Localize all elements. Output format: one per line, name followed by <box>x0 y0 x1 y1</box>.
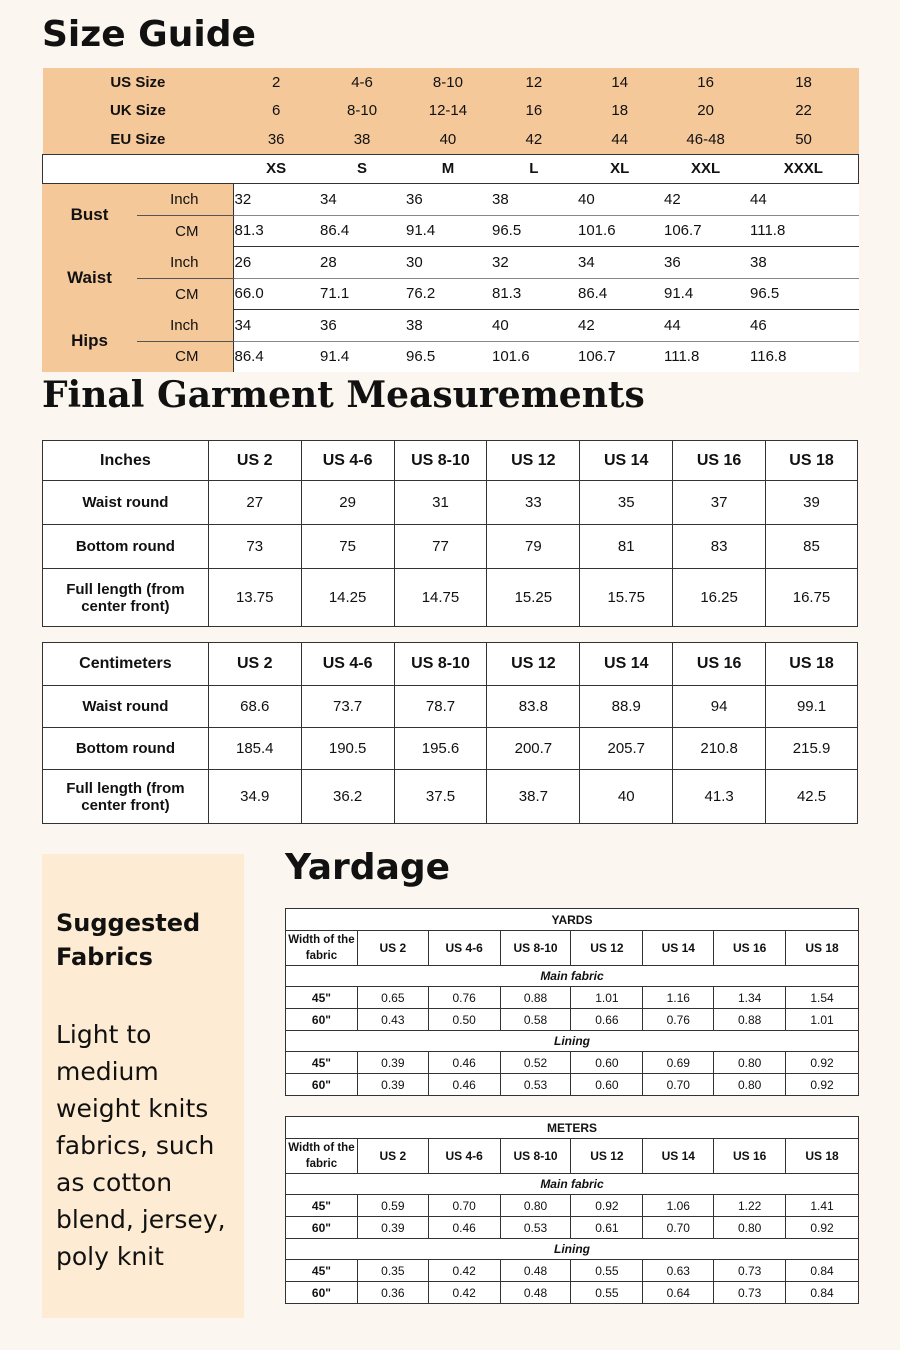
cell: 96.5 <box>405 341 491 372</box>
cell: 1.01 <box>786 1009 859 1031</box>
size-header: US 2 <box>208 441 301 481</box>
cell: 0.53 <box>500 1074 571 1096</box>
size-header: US 18 <box>766 643 858 686</box>
cell: 77 <box>394 525 487 569</box>
size-header: US 16 <box>673 643 766 686</box>
unit-label: Inch <box>137 184 233 215</box>
cell: 0.48 <box>500 1282 571 1304</box>
row-label: EU Size <box>43 125 234 154</box>
cell: 33 <box>487 481 580 525</box>
cell: 0.80 <box>500 1195 571 1217</box>
table-row <box>286 1260 859 1282</box>
cell: 13.75 <box>208 569 301 627</box>
cell: 1.22 <box>714 1195 786 1217</box>
cell: 39 <box>766 481 858 525</box>
cell: 0.63 <box>643 1260 714 1282</box>
unit-label: CM <box>137 215 233 247</box>
yardage-meters-table <box>285 1116 859 1304</box>
cell: 195.6 <box>394 728 487 770</box>
cell: 205.7 <box>580 728 673 770</box>
cell: 0.36 <box>357 1282 428 1304</box>
cell: 190.5 <box>301 728 394 770</box>
cell: 106.7 <box>577 341 663 372</box>
cell: 36 <box>233 125 319 154</box>
hips-label: Hips <box>42 310 137 373</box>
size-header: US 16 <box>714 931 786 966</box>
cell: 0.42 <box>428 1282 500 1304</box>
cell: 15.75 <box>580 569 673 627</box>
cell: 0.70 <box>643 1217 714 1239</box>
size-header: US 14 <box>580 643 673 686</box>
cell: 1.01 <box>571 987 643 1009</box>
cell: 22 <box>749 97 859 126</box>
size-header: US 8-10 <box>500 931 571 966</box>
cell: 0.69 <box>643 1052 714 1074</box>
cell: 50 <box>749 125 859 154</box>
cell: 1.54 <box>786 987 859 1009</box>
suggested-fabrics-box <box>42 854 244 1318</box>
cell: 0.55 <box>571 1260 643 1282</box>
cell: 44 <box>663 310 749 342</box>
size-header: US 2 <box>208 643 301 686</box>
cell: 86.4 <box>577 278 663 310</box>
cell: 14.25 <box>301 569 394 627</box>
table-row <box>286 1282 859 1304</box>
cell: 42 <box>491 125 577 154</box>
size-header: US 12 <box>487 643 580 686</box>
cell: 0.55 <box>571 1282 643 1304</box>
cell: 68.6 <box>208 686 301 728</box>
cell: 96.5 <box>749 278 859 310</box>
cell: 46-48 <box>663 125 749 154</box>
cell: 42 <box>577 310 663 342</box>
table-row <box>286 987 859 1009</box>
cell: 12-14 <box>405 97 491 126</box>
unit-header: METERS <box>286 1117 859 1139</box>
cell: 26 <box>233 247 319 279</box>
size-guide-title: Size Guide <box>42 14 256 55</box>
table-row <box>286 1052 859 1074</box>
row-label: Bottom round <box>43 728 209 770</box>
cell: 4-6 <box>319 68 405 97</box>
cell: 75 <box>301 525 394 569</box>
cell: 16.75 <box>766 569 858 627</box>
size-header: US 18 <box>766 441 858 481</box>
table-row <box>43 770 858 824</box>
size-header: US 4-6 <box>301 643 394 686</box>
cell: 0.46 <box>428 1074 500 1096</box>
row-label: Waist round <box>43 686 209 728</box>
letter-size: XXL <box>663 154 749 183</box>
size-header: US 4-6 <box>428 1139 500 1174</box>
cell: 0.92 <box>571 1195 643 1217</box>
unit-label: Inch <box>137 247 233 279</box>
cell: 0.65 <box>357 987 428 1009</box>
unit-header: Centimeters <box>43 643 209 686</box>
row-label: US Size <box>43 68 234 97</box>
cell: 81.3 <box>233 215 319 247</box>
size-header: US 4-6 <box>301 441 394 481</box>
size-header: US 8-10 <box>394 441 487 481</box>
cell: 81 <box>580 525 673 569</box>
cell: 44 <box>749 184 859 215</box>
eu-size-row <box>43 125 859 154</box>
unit-label: CM <box>137 278 233 310</box>
cell: 37.5 <box>394 770 487 824</box>
row-label: Full length (from center front) <box>43 770 209 824</box>
size-header: US 8-10 <box>500 1139 571 1174</box>
table-row <box>43 728 858 770</box>
waist-label: Waist <box>42 247 137 310</box>
cell: 34 <box>319 184 405 215</box>
blank-cell <box>43 154 234 183</box>
cell: 36.2 <box>301 770 394 824</box>
width-label: 45" <box>286 1195 358 1217</box>
cell: 66.0 <box>233 278 319 310</box>
cell: 0.64 <box>643 1282 714 1304</box>
size-header: US 2 <box>357 1139 428 1174</box>
cell: 81.3 <box>491 278 577 310</box>
cell: 0.88 <box>714 1009 786 1031</box>
cell: 0.43 <box>357 1009 428 1031</box>
cell: 116.8 <box>749 341 859 372</box>
cell: 86.4 <box>233 341 319 372</box>
size-header: US 18 <box>786 931 859 966</box>
cell: 101.6 <box>577 215 663 247</box>
cell: 215.9 <box>766 728 858 770</box>
cell: 12 <box>491 68 577 97</box>
cell: 37 <box>673 481 766 525</box>
cell: 8-10 <box>405 68 491 97</box>
size-header: US 18 <box>786 1139 859 1174</box>
size-header: US 12 <box>571 931 643 966</box>
fabrics-text: Light to medium weight knits fabrics, such as cotton blend, jersey, poly knit <box>56 1020 226 1271</box>
cell: 0.92 <box>786 1217 859 1239</box>
row-label: Full length (from center front) <box>43 569 209 627</box>
letter-size: M <box>405 154 491 183</box>
row-label: Bottom round <box>43 525 209 569</box>
cell: 91.4 <box>405 215 491 247</box>
cell: 38 <box>405 310 491 342</box>
cell: 16 <box>491 97 577 126</box>
cell: 111.8 <box>663 341 749 372</box>
table-row <box>43 569 858 627</box>
cell: 40 <box>405 125 491 154</box>
cell: 0.60 <box>571 1074 643 1096</box>
cell: 27 <box>208 481 301 525</box>
letter-size: S <box>319 154 405 183</box>
size-header: US 4-6 <box>428 931 500 966</box>
cell: 0.80 <box>714 1074 786 1096</box>
uk-size-row <box>43 97 859 126</box>
cell: 0.39 <box>357 1217 428 1239</box>
size-header: US 12 <box>487 441 580 481</box>
size-header: US 12 <box>571 1139 643 1174</box>
cell: 101.6 <box>491 341 577 372</box>
size-header: US 14 <box>643 931 714 966</box>
width-label: 60" <box>286 1282 358 1304</box>
cell: 34.9 <box>208 770 301 824</box>
section-label: Main fabric <box>286 1174 859 1195</box>
cell: 0.76 <box>643 1009 714 1031</box>
cell: 0.48 <box>500 1260 571 1282</box>
cell: 76.2 <box>405 278 491 310</box>
yardage-yards-table <box>285 908 859 1096</box>
cell: 1.06 <box>643 1195 714 1217</box>
cell: 96.5 <box>491 215 577 247</box>
width-label: 60" <box>286 1009 358 1031</box>
cell: 14.75 <box>394 569 487 627</box>
yardage-title: Yardage <box>285 847 451 888</box>
row-label: UK Size <box>43 97 234 126</box>
cell: 91.4 <box>663 278 749 310</box>
width-label: 45" <box>286 1052 358 1074</box>
cell: 200.7 <box>487 728 580 770</box>
cell: 85 <box>766 525 858 569</box>
cell: 0.92 <box>786 1074 859 1096</box>
cell: 0.42 <box>428 1260 500 1282</box>
width-label: 45" <box>286 987 358 1009</box>
cell: 6 <box>233 97 319 126</box>
unit-label: Inch <box>137 310 233 342</box>
table-row <box>43 481 858 525</box>
cell: 111.8 <box>749 215 859 247</box>
cell: 0.46 <box>428 1217 500 1239</box>
cell: 0.88 <box>500 987 571 1009</box>
cell: 94 <box>673 686 766 728</box>
cell: 28 <box>319 247 405 279</box>
cell: 14 <box>577 68 663 97</box>
cell: 34 <box>577 247 663 279</box>
cell: 106.7 <box>663 215 749 247</box>
us-size-row <box>43 68 859 97</box>
width-label: 60" <box>286 1074 358 1096</box>
cell: 42 <box>663 184 749 215</box>
cell: 88.9 <box>580 686 673 728</box>
cell: 1.16 <box>643 987 714 1009</box>
section-label: Lining <box>286 1239 859 1260</box>
cell: 0.70 <box>428 1195 500 1217</box>
size-guide-table <box>42 68 859 184</box>
cell: 210.8 <box>673 728 766 770</box>
cell: 36 <box>405 184 491 215</box>
table-row <box>286 1217 859 1239</box>
cell: 0.84 <box>786 1260 859 1282</box>
final-garment-cm-table <box>42 642 858 824</box>
cell: 0.61 <box>571 1217 643 1239</box>
cell: 0.52 <box>500 1052 571 1074</box>
cell: 16 <box>663 68 749 97</box>
final-garment-title: Final Garment Measurements <box>42 374 645 416</box>
cell: 32 <box>491 247 577 279</box>
unit-header: Inches <box>43 441 209 481</box>
cell: 34 <box>233 310 319 342</box>
table-row <box>286 1009 859 1031</box>
letter-size: XXXL <box>749 154 859 183</box>
cell: 73.7 <box>301 686 394 728</box>
cell: 0.66 <box>571 1009 643 1031</box>
cell: 35 <box>580 481 673 525</box>
size-header: US 14 <box>643 1139 714 1174</box>
letter-size: L <box>491 154 577 183</box>
fabrics-heading: Suggested Fabrics <box>56 909 201 971</box>
table-row <box>286 1074 859 1096</box>
size-header: US 2 <box>357 931 428 966</box>
letter-size: XL <box>577 154 663 183</box>
cell: 29 <box>301 481 394 525</box>
letter-size-row <box>43 154 859 183</box>
bust-label: Bust <box>42 184 137 247</box>
width-label: 45" <box>286 1260 358 1282</box>
cell: 1.41 <box>786 1195 859 1217</box>
cell: 38 <box>491 184 577 215</box>
size-header: US 8-10 <box>394 643 487 686</box>
cell: 15.25 <box>487 569 580 627</box>
cell: 0.59 <box>357 1195 428 1217</box>
unit-header: YARDS <box>286 909 859 931</box>
cell: 0.84 <box>786 1282 859 1304</box>
size-header: US 16 <box>673 441 766 481</box>
cell: 78.7 <box>394 686 487 728</box>
size-header: US 16 <box>714 1139 786 1174</box>
cell: 0.73 <box>714 1260 786 1282</box>
cell: 41.3 <box>673 770 766 824</box>
width-header: Width of the fabric <box>286 1139 358 1174</box>
cell: 0.70 <box>643 1074 714 1096</box>
section-label: Main fabric <box>286 966 859 987</box>
cell: 2 <box>233 68 319 97</box>
cell: 8-10 <box>319 97 405 126</box>
width-label: 60" <box>286 1217 358 1239</box>
cell: 83.8 <box>487 686 580 728</box>
cell: 44 <box>577 125 663 154</box>
cell: 79 <box>487 525 580 569</box>
cell: 1.34 <box>714 987 786 1009</box>
cell: 40 <box>577 184 663 215</box>
cell: 40 <box>580 770 673 824</box>
cell: 0.53 <box>500 1217 571 1239</box>
cell: 32 <box>233 184 319 215</box>
table-row <box>43 525 858 569</box>
cell: 42.5 <box>766 770 858 824</box>
cell: 18 <box>577 97 663 126</box>
cell: 0.39 <box>357 1052 428 1074</box>
cell: 0.50 <box>428 1009 500 1031</box>
cell: 40 <box>491 310 577 342</box>
cell: 38 <box>319 125 405 154</box>
section-label: Lining <box>286 1031 859 1052</box>
cell: 0.73 <box>714 1282 786 1304</box>
cell: 91.4 <box>319 341 405 372</box>
cell: 16.25 <box>673 569 766 627</box>
table-row <box>286 1195 859 1217</box>
final-garment-inches-table <box>42 440 858 627</box>
cell: 38 <box>749 247 859 279</box>
row-label: Waist round <box>43 481 209 525</box>
cell: 0.39 <box>357 1074 428 1096</box>
letter-size: XS <box>233 154 319 183</box>
cell: 38.7 <box>487 770 580 824</box>
cell: 46 <box>749 310 859 342</box>
cell: 31 <box>394 481 487 525</box>
table-row <box>43 686 858 728</box>
cell: 0.80 <box>714 1217 786 1239</box>
cell: 185.4 <box>208 728 301 770</box>
cell: 0.58 <box>500 1009 571 1031</box>
size-header: US 14 <box>580 441 673 481</box>
cell: 71.1 <box>319 278 405 310</box>
body-measurements-table <box>42 184 859 372</box>
cell: 99.1 <box>766 686 858 728</box>
width-header: Width of the fabric <box>286 931 358 966</box>
unit-label: CM <box>137 341 233 372</box>
cell: 0.46 <box>428 1052 500 1074</box>
cell: 0.60 <box>571 1052 643 1074</box>
cell: 20 <box>663 97 749 126</box>
cell: 18 <box>749 68 859 97</box>
cell: 73 <box>208 525 301 569</box>
cell: 36 <box>663 247 749 279</box>
cell: 83 <box>673 525 766 569</box>
cell: 0.35 <box>357 1260 428 1282</box>
cell: 0.80 <box>714 1052 786 1074</box>
cell: 30 <box>405 247 491 279</box>
cell: 0.92 <box>786 1052 859 1074</box>
cell: 86.4 <box>319 215 405 247</box>
cell: 36 <box>319 310 405 342</box>
cell: 0.76 <box>428 987 500 1009</box>
